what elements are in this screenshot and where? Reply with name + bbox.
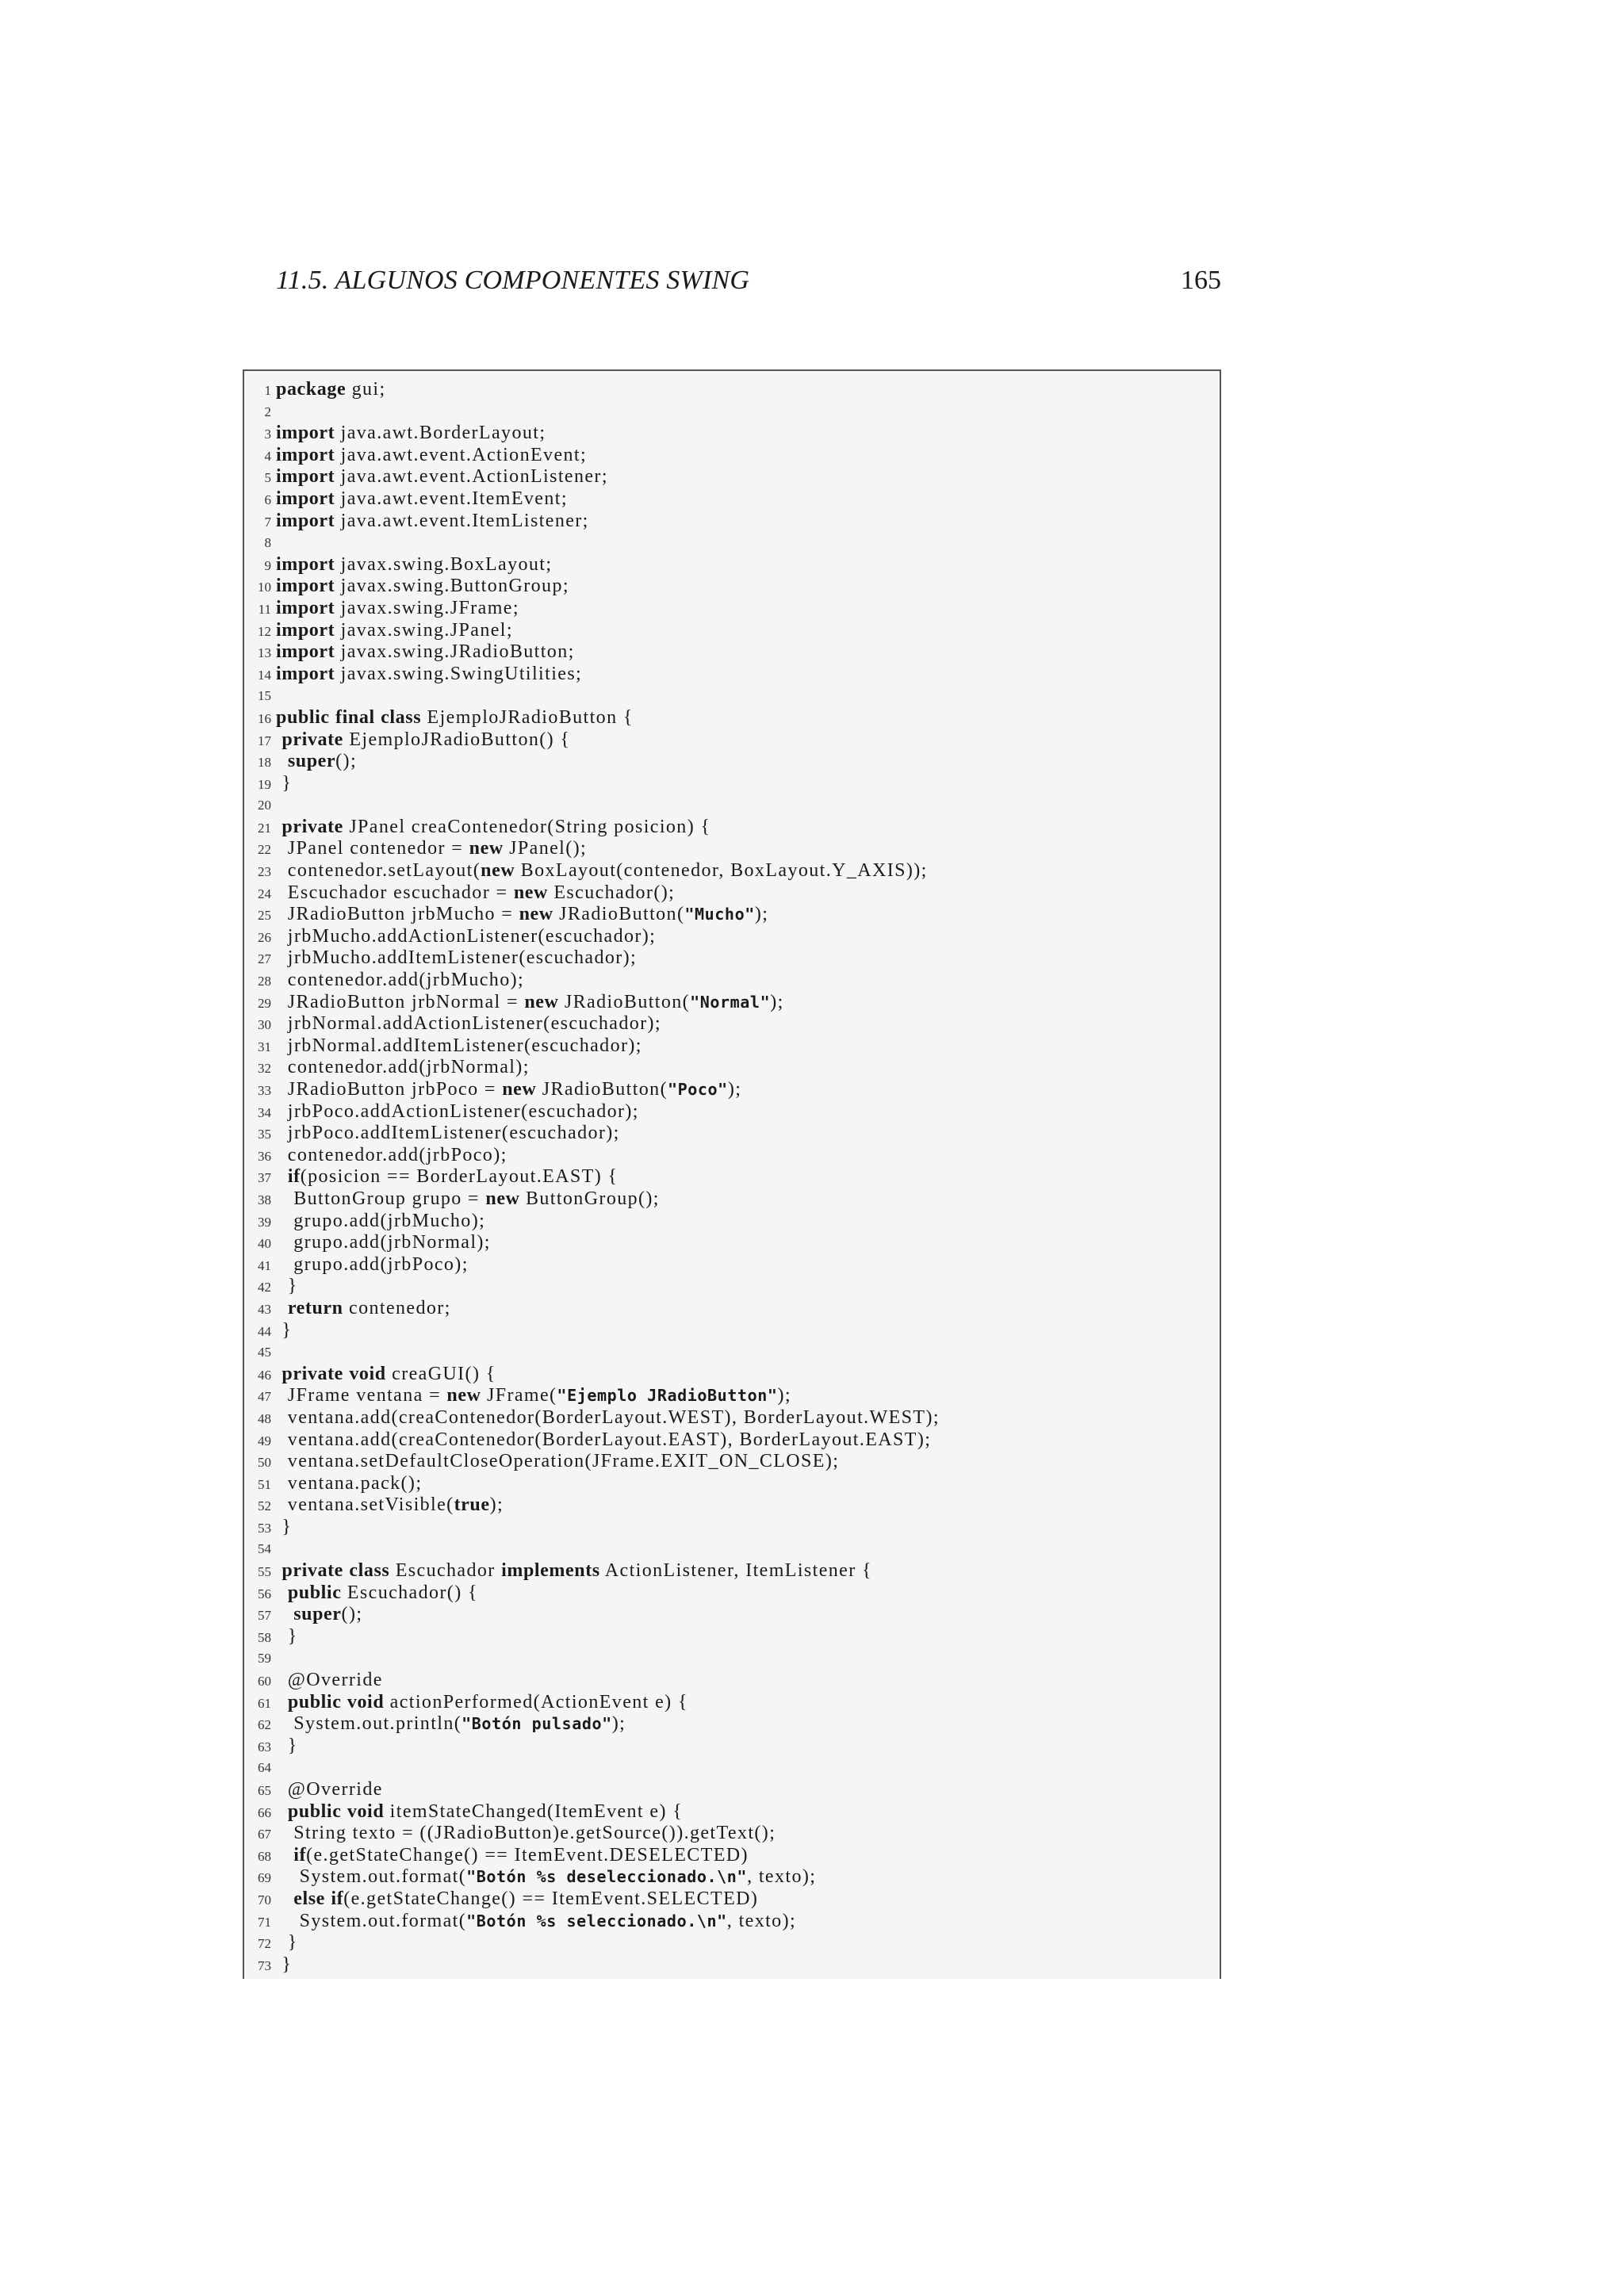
code-line <box>244 1670 1220 1692</box>
line-number: 13 <box>258 645 271 661</box>
code-line <box>244 1341 1220 1364</box>
line-number: 48 <box>258 1410 271 1426</box>
line-number: 33 <box>258 1083 271 1098</box>
code-line <box>244 445 1220 467</box>
line-code: import javax.swing.JFrame; <box>276 597 519 618</box>
line-code: } <box>276 772 293 794</box>
line-code: else if(e.getStateChange() == ItemEvent.SELECTED) <box>293 1888 759 1909</box>
code-listing <box>243 369 1221 1979</box>
code-line <box>244 1123 1220 1145</box>
line-number: 19 <box>258 776 271 792</box>
line-code: @Override <box>276 1670 383 1691</box>
code-line <box>244 466 1220 488</box>
line-number: 64 <box>258 1760 271 1776</box>
code-line <box>244 511 1220 533</box>
line-code: ventana.add(creaContenedor(BorderLayout.WEST), BorderLayout.WEST); <box>276 1406 940 1428</box>
code-line <box>244 1494 1220 1517</box>
line-number: 6 <box>264 492 271 507</box>
line-code: private JPanel creaContenedor(String posicion) { <box>282 816 711 837</box>
line-number: 72 <box>258 1936 271 1952</box>
line-number: 20 <box>258 798 271 813</box>
line-number: 25 <box>258 908 271 924</box>
code-line <box>244 1013 1220 1035</box>
section-title: 11.5. ALGUNOS COMPONENTES SWING <box>276 266 750 295</box>
line-code: import java.awt.event.ActionListener; <box>276 466 608 488</box>
line-number: 24 <box>258 886 271 901</box>
line-code: contenedor.setLayout(new BoxLayout(contenedor, BoxLayout.Y_AXIS)); <box>276 860 928 882</box>
code-line <box>244 1757 1220 1779</box>
line-number: 4 <box>264 448 271 464</box>
line-number: 38 <box>258 1192 271 1207</box>
code-line <box>244 882 1220 905</box>
code-line <box>244 1364 1220 1386</box>
code-line <box>244 1385 1220 1407</box>
code-line <box>244 794 1220 817</box>
line-code: if(e.getStateChange() == ItemEvent.DESELECTED) <box>293 1844 749 1866</box>
line-code: System.out.format("Botón %s deseleccionado.\n", texto); <box>276 1866 817 1888</box>
line-number: 73 <box>258 1957 271 1973</box>
line-code: return contenedor; <box>287 1297 451 1318</box>
page-number: 165 <box>1181 266 1221 295</box>
line-number: 55 <box>258 1564 271 1580</box>
code-line <box>244 576 1220 598</box>
code-line <box>244 1647 1220 1670</box>
code-line <box>244 1932 1220 1954</box>
line-code: jrbMucho.addItemListener(escuchador); <box>276 947 638 969</box>
line-number: 9 <box>264 557 271 573</box>
code-line <box>244 1866 1220 1888</box>
line-number: 68 <box>258 1848 271 1864</box>
line-number: 71 <box>258 1914 271 1930</box>
line-code: } <box>276 1625 298 1647</box>
line-number: 8 <box>264 535 271 551</box>
line-code: jrbMucho.addActionListener(escuchador); <box>276 925 657 947</box>
line-number: 11 <box>258 601 271 617</box>
line-number: 16 <box>258 710 271 726</box>
code-line <box>244 401 1220 423</box>
line-code: import java.awt.event.ItemEvent; <box>276 488 568 509</box>
line-number: 5 <box>264 470 271 486</box>
code-line <box>244 1713 1220 1735</box>
line-number: 42 <box>258 1280 271 1295</box>
line-number: 70 <box>258 1892 271 1908</box>
line-number: 30 <box>258 1017 271 1033</box>
code-line <box>244 1954 1220 1976</box>
line-number: 37 <box>258 1170 271 1186</box>
code-line <box>244 641 1220 664</box>
code-line <box>244 992 1220 1014</box>
code-line <box>244 1276 1220 1298</box>
code-line <box>244 1801 1220 1823</box>
line-number: 27 <box>258 951 271 967</box>
line-code: jrbPoco.addActionListener(escuchador); <box>276 1100 639 1122</box>
code-line <box>244 1101 1220 1123</box>
line-code: String texto = ((JRadioButton)e.getSource()).getText(); <box>276 1823 776 1844</box>
line-code: System.out.format("Botón %s seleccionado.\n", texto); <box>276 1910 797 1931</box>
line-number: 41 <box>258 1257 271 1273</box>
line-code: jrbNormal.addActionListener(escuchador); <box>276 1013 661 1035</box>
code-line <box>244 970 1220 992</box>
code-line <box>244 532 1220 554</box>
line-number: 54 <box>258 1541 271 1557</box>
line-number: 61 <box>258 1695 271 1711</box>
code-line <box>244 707 1220 729</box>
code-line <box>244 926 1220 948</box>
code-line <box>244 751 1220 773</box>
line-code: ventana.setDefaultCloseOperation(JFrame.EXIT_ON_CLOSE); <box>276 1451 840 1472</box>
code-line <box>244 1188 1220 1211</box>
code-line <box>244 1779 1220 1801</box>
line-code: ButtonGroup grupo = new ButtonGroup(); <box>276 1188 660 1209</box>
code-lines <box>244 379 1220 1976</box>
code-line <box>244 1320 1220 1342</box>
code-line <box>244 554 1220 576</box>
line-number: 51 <box>258 1476 271 1492</box>
line-code: public final class EjemploJRadioButton { <box>276 706 634 728</box>
line-code: contenedor.add(jrbNormal); <box>276 1057 530 1078</box>
line-code: contenedor.add(jrbPoco); <box>276 1144 508 1165</box>
line-number: 29 <box>258 995 271 1011</box>
line-code: private void creaGUI() { <box>282 1363 496 1384</box>
line-code: grupo.add(jrbPoco); <box>276 1253 469 1275</box>
code-line <box>244 1823 1220 1845</box>
code-line <box>244 1407 1220 1429</box>
code-line <box>244 1692 1220 1714</box>
line-code: import javax.swing.JRadioButton; <box>276 641 575 663</box>
line-code: public Escuchador() { <box>287 1582 478 1603</box>
line-number: 1 <box>264 383 271 398</box>
line-number: 2 <box>264 404 271 419</box>
code-line <box>244 1911 1220 1933</box>
code-line <box>244 488 1220 511</box>
line-number: 53 <box>258 1520 271 1536</box>
line-code: JRadioButton jrbPoco = new JRadioButton("Poco"); <box>276 1079 742 1100</box>
line-number: 69 <box>258 1870 271 1886</box>
line-number: 56 <box>258 1586 271 1601</box>
code-line <box>244 860 1220 882</box>
line-number: 59 <box>258 1651 271 1667</box>
line-code: super(); <box>293 1604 363 1625</box>
line-number: 34 <box>258 1104 271 1120</box>
line-number: 46 <box>258 1367 271 1383</box>
code-line <box>244 1517 1220 1539</box>
code-line <box>244 1888 1220 1911</box>
line-code: System.out.println("Botón pulsado"); <box>276 1713 626 1735</box>
code-line <box>244 598 1220 620</box>
code-line <box>244 1166 1220 1188</box>
code-line <box>244 1145 1220 1167</box>
line-number: 21 <box>258 820 271 836</box>
line-number: 10 <box>258 580 271 595</box>
line-number: 39 <box>258 1214 271 1230</box>
line-number: 18 <box>258 755 271 771</box>
line-code: import javax.swing.JPanel; <box>276 619 513 641</box>
line-code: } <box>276 1276 298 1297</box>
line-code: private EjemploJRadioButton() { <box>282 729 571 750</box>
line-number: 3 <box>264 427 271 442</box>
line-number: 15 <box>258 688 271 704</box>
line-number: 49 <box>258 1433 271 1448</box>
line-number: 57 <box>258 1608 271 1624</box>
line-number: 67 <box>258 1827 271 1843</box>
line-number: 45 <box>258 1345 271 1360</box>
line-code: if(posicion == BorderLayout.EAST) { <box>287 1166 619 1188</box>
line-code: public void itemStateChanged(ItemEvent e) { <box>287 1800 684 1822</box>
running-header <box>276 266 1221 305</box>
code-line <box>244 620 1220 642</box>
code-line <box>244 947 1220 970</box>
line-number: 14 <box>258 667 271 683</box>
code-line <box>244 1298 1220 1320</box>
code-line <box>244 1451 1220 1473</box>
code-line <box>244 1560 1220 1582</box>
line-code: public void actionPerformed(ActionEvent e) { <box>287 1691 688 1712</box>
line-code: } <box>276 1954 293 1975</box>
line-code: import java.awt.event.ActionEvent; <box>276 444 588 465</box>
code-line <box>244 817 1220 839</box>
line-number: 23 <box>258 864 271 880</box>
code-line <box>244 1079 1220 1101</box>
line-code: ventana.pack(); <box>276 1472 423 1494</box>
line-code: JFrame ventana = new JFrame("Ejemplo JRadioButton"); <box>276 1385 791 1406</box>
line-number: 47 <box>258 1389 271 1405</box>
code-line <box>244 664 1220 686</box>
code-line <box>244 1473 1220 1495</box>
line-code: jrbPoco.addItemListener(escuchador); <box>276 1123 620 1144</box>
line-code: package gui; <box>276 379 386 400</box>
line-number: 40 <box>258 1236 271 1252</box>
code-line <box>244 1211 1220 1233</box>
line-number: 62 <box>258 1717 271 1733</box>
line-code: grupo.add(jrbNormal); <box>276 1232 491 1253</box>
line-code: contenedor.add(jrbMucho); <box>276 970 525 991</box>
code-line <box>244 904 1220 926</box>
line-number: 26 <box>258 929 271 945</box>
line-code: import javax.swing.BoxLayout; <box>276 553 553 575</box>
code-line <box>244 838 1220 860</box>
line-number: 36 <box>258 1148 271 1164</box>
line-number: 35 <box>258 1127 271 1142</box>
code-line <box>244 1057 1220 1079</box>
line-number: 43 <box>258 1301 271 1317</box>
line-code: } <box>276 1516 293 1537</box>
line-number: 22 <box>258 842 271 858</box>
line-number: 58 <box>258 1629 271 1645</box>
line-code: } <box>276 1735 298 1756</box>
line-number: 65 <box>258 1783 271 1798</box>
code-line <box>244 1254 1220 1276</box>
line-code: JPanel contenedor = new JPanel(); <box>276 838 588 859</box>
line-code: grupo.add(jrbMucho); <box>276 1210 486 1231</box>
line-number: 63 <box>258 1739 271 1755</box>
line-code: @Override <box>276 1779 383 1800</box>
code-line <box>244 1735 1220 1758</box>
line-number: 31 <box>258 1039 271 1054</box>
line-number: 52 <box>258 1498 271 1514</box>
line-code: } <box>276 1319 293 1341</box>
line-code: import java.awt.event.ItemListener; <box>276 510 589 531</box>
code-line <box>244 729 1220 752</box>
code-line <box>244 1582 1220 1605</box>
line-code: jrbNormal.addItemListener(escuchador); <box>276 1035 642 1056</box>
code-line <box>244 1626 1220 1648</box>
line-code: Escuchador escuchador = new Escuchador(); <box>276 882 676 903</box>
line-number: 12 <box>258 623 271 639</box>
line-number: 60 <box>258 1674 271 1689</box>
line-code: JRadioButton jrbNormal = new JRadioButton("Normal"); <box>276 991 784 1012</box>
line-code: import javax.swing.SwingUtilities; <box>276 663 583 684</box>
line-code: ventana.add(creaContenedor(BorderLayout.EAST), BorderLayout.EAST); <box>276 1429 932 1450</box>
line-number: 32 <box>258 1061 271 1077</box>
code-line <box>244 1845 1220 1867</box>
line-number: 66 <box>258 1804 271 1820</box>
code-line <box>244 1035 1220 1058</box>
line-number: 7 <box>264 514 271 530</box>
line-code: import javax.swing.ButtonGroup; <box>276 576 569 597</box>
line-number: 44 <box>258 1323 271 1339</box>
code-line <box>244 1429 1220 1452</box>
code-line <box>244 423 1220 445</box>
code-line <box>244 1232 1220 1254</box>
line-code: private class Escuchador implements ActionListener, ItemListener { <box>282 1560 872 1582</box>
line-code: ventana.setVisible(true); <box>276 1494 504 1516</box>
line-number: 50 <box>258 1455 271 1471</box>
code-line <box>244 685 1220 707</box>
code-line <box>244 379 1220 401</box>
line-code: } <box>276 1932 298 1954</box>
code-line <box>244 773 1220 795</box>
line-number: 17 <box>258 733 271 748</box>
line-code: import java.awt.BorderLayout; <box>276 423 546 444</box>
code-line <box>244 1604 1220 1626</box>
line-code: super(); <box>287 751 358 772</box>
line-number: 28 <box>258 974 271 989</box>
line-code: JRadioButton jrbMucho = new JRadioButton("Mucho"); <box>276 904 769 925</box>
code-line <box>244 1538 1220 1560</box>
